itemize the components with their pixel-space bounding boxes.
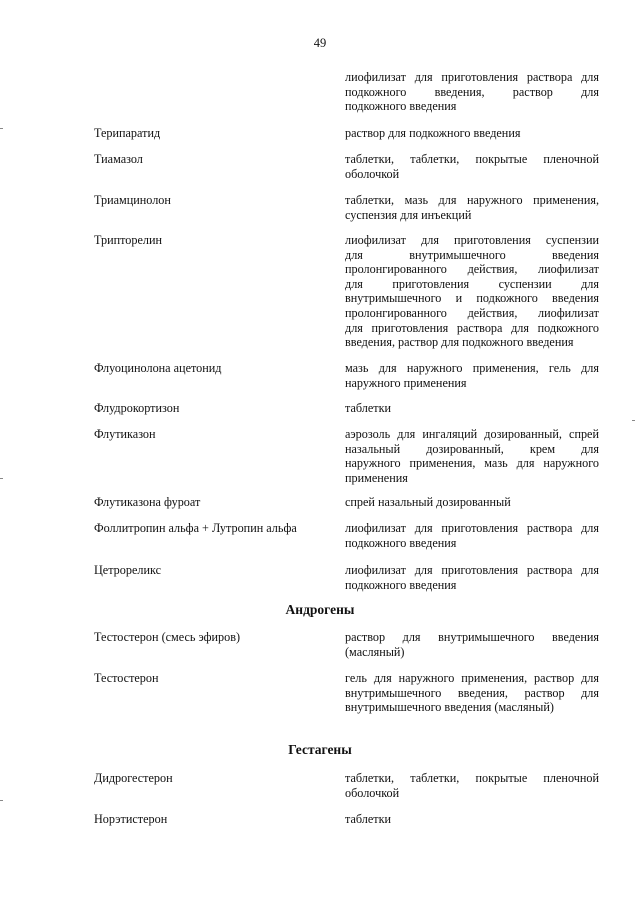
dosage-form-line: лиофилизат для приготовления раствора для	[345, 70, 599, 84]
drug-name: Флутиказона фуроат	[94, 495, 201, 509]
dosage-form-line: мазь для наружного применения, гель для	[345, 361, 599, 375]
dosage-form-line: таблетки	[345, 401, 392, 415]
dosage-form-line: оболочкой	[345, 785, 400, 800]
drug-name: Флуоцинолона ацетонид	[94, 361, 222, 375]
drug-name: Норэтистерон	[94, 812, 168, 826]
dosage-form-line: оболочкой	[345, 166, 400, 181]
drug-name: Фоллитропин альфа + Лутропин альфа	[94, 521, 297, 535]
dosage-form	[345, 521, 599, 550]
dosage-form-line: введения, раствор для подкожного введения	[345, 335, 574, 350]
dosage-form	[345, 361, 599, 390]
dosage-form-line: подкожного введения, раствор для	[345, 84, 599, 99]
dosage-form-line: таблетки, мазь для наружного применения,	[345, 193, 599, 207]
dosage-form	[345, 126, 599, 141]
dosage-form-line: лиофилизат для приготовления раствора для	[345, 563, 599, 577]
drug-name: Флудрокортизон	[94, 401, 180, 415]
dosage-form-line: таблетки	[345, 812, 392, 826]
dosage-form-line: подкожного введения	[345, 99, 457, 114]
dosage-form-line: раствор для подкожного введения	[345, 126, 521, 140]
dosage-form-line: внутримышечного введения (масляный)	[345, 700, 554, 715]
dosage-form	[345, 427, 599, 485]
scan-mark	[0, 478, 3, 479]
drug-name: Дидрогестерон	[94, 771, 173, 785]
dosage-form-line: для приготовления раствора для подкожного	[345, 320, 599, 335]
drug-name: Цетрореликс	[94, 563, 162, 577]
dosage-form-line: подкожного введения	[345, 535, 457, 550]
dosage-form	[345, 630, 599, 659]
dosage-form	[345, 401, 599, 416]
dosage-form-line: (масляный)	[345, 644, 405, 659]
section-heading: Гестагены	[288, 742, 352, 757]
dosage-form-line: таблетки, таблетки, покрытые пленочной	[345, 771, 599, 785]
dosage-form	[345, 812, 599, 827]
dosage-form-line: внутримышечного введения, раствор для	[345, 685, 599, 700]
scan-mark	[0, 800, 3, 801]
drug-name: Трипторелин	[94, 233, 163, 247]
drug-name: Терипаратид	[94, 126, 161, 140]
dosage-form-line: подкожного введения	[345, 577, 457, 592]
dosage-form-line: спрей назальный дозированный	[345, 495, 511, 509]
dosage-form-line: таблетки, таблетки, покрытые пленочной	[345, 152, 599, 166]
scan-mark	[0, 128, 3, 129]
dosage-form-line: пролонгированного действия, лиофилизат	[345, 305, 599, 320]
dosage-form-line: аэрозоль для ингаляций дозированный, спрей	[345, 427, 599, 441]
dosage-form	[345, 771, 599, 800]
drug-name: Триамцинолон	[94, 193, 171, 207]
dosage-form	[345, 495, 599, 510]
dosage-form-line: пролонгированного действия, лиофилизат	[345, 262, 599, 277]
section-heading: Андрогены	[285, 602, 355, 617]
dosage-form-line: лиофилизат для приготовления суспензии	[345, 233, 599, 247]
dosage-form-line: применения	[345, 470, 408, 485]
dosage-form-line: лиофилизат для приготовления раствора для	[345, 521, 599, 535]
dosage-form-line: раствор для внутримышечного введения	[345, 630, 599, 644]
dosage-form-line: для внутримышечного введения	[345, 247, 599, 262]
dosage-form-line: суспензия для инъекций	[345, 207, 472, 222]
page-number: 49	[313, 36, 327, 50]
dosage-form-line: наружного применения	[345, 375, 467, 390]
dosage-form-line: внутримышечного и подкожного введения	[345, 291, 599, 306]
dosage-form-line: гель для наружного применения, раствор для	[345, 671, 599, 685]
drug-name: Тестостерон	[94, 671, 159, 685]
dosage-form	[345, 152, 599, 181]
dosage-form	[345, 671, 599, 715]
dosage-form	[345, 70, 599, 114]
drug-name: Тестостерон (смесь эфиров)	[94, 630, 241, 644]
drug-name: Тиамазол	[94, 152, 143, 166]
scan-mark	[632, 420, 635, 421]
dosage-form	[345, 233, 599, 350]
dosage-form-line: назальный дозированный, крем для	[345, 441, 599, 456]
drug-name: Флутиказон	[94, 427, 156, 441]
dosage-form-line: для приготовления суспензии для	[345, 276, 599, 291]
dosage-form-line: наружного применения, мазь для наружного	[345, 456, 599, 471]
dosage-form	[345, 193, 599, 222]
dosage-form	[345, 563, 599, 592]
